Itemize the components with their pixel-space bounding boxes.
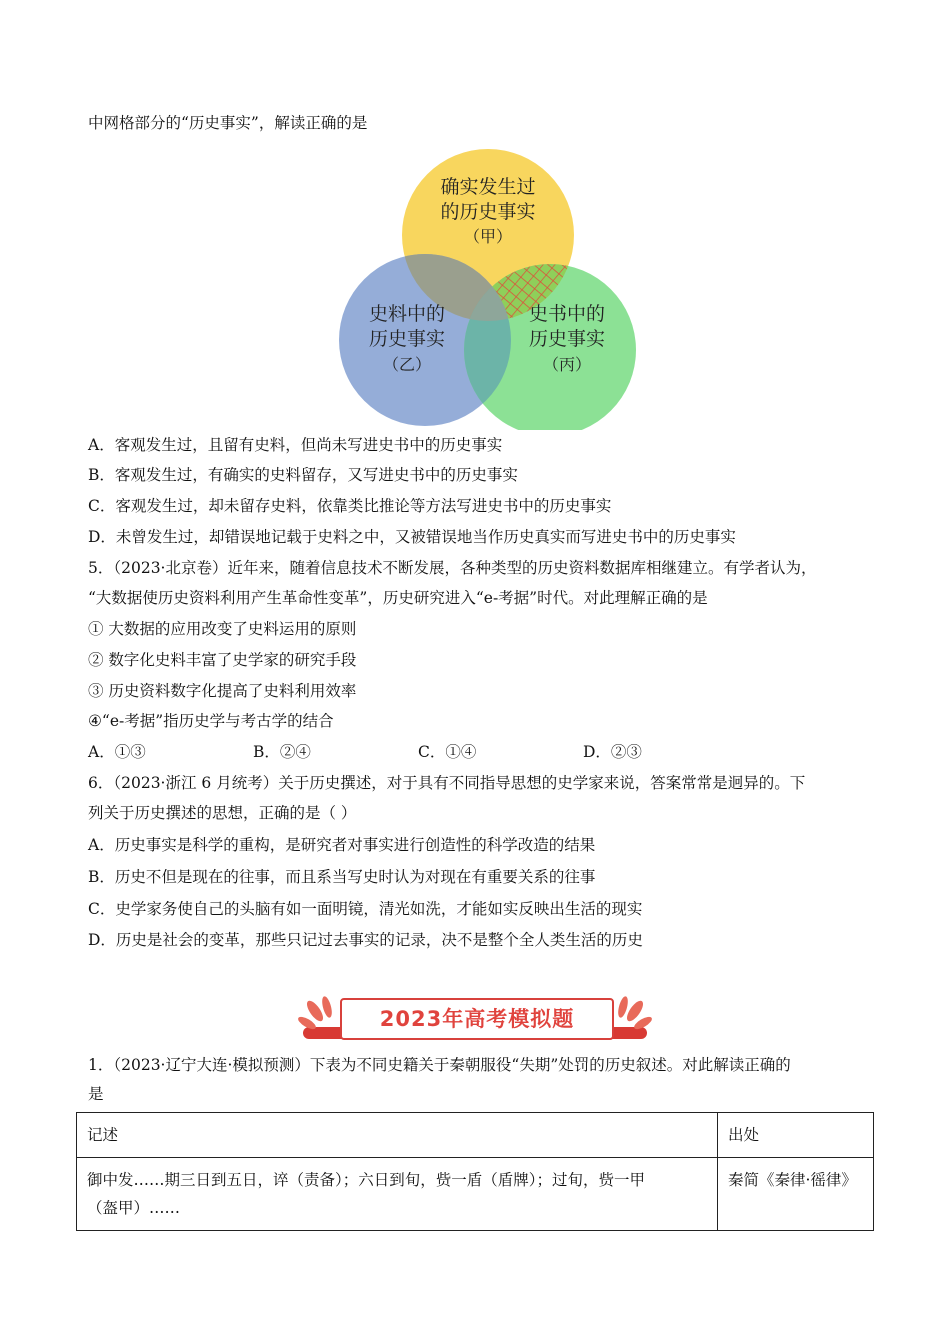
record-line2: （盔甲）…… — [87, 1199, 181, 1217]
jia-line1: 确实发生过 — [440, 176, 536, 198]
yi-tag: （乙） — [382, 355, 432, 374]
record-cell — [77, 1158, 718, 1231]
q6-option-d: D．历史是社会的变革，那些只记过去事实的记录，决不是整个全人类生活的历史 — [88, 931, 643, 949]
q5-option-d: D．②③ — [583, 743, 642, 761]
record-line1: 御中发……期三日到五日，谇（责备）；六日到旬，赀一盾（盾牌）；过旬，赀一甲 — [87, 1171, 646, 1189]
right-laurel-icon — [616, 995, 653, 1031]
q5-option-a: A．①③ — [88, 743, 146, 761]
q1-stem-line2: 是 — [88, 1085, 104, 1103]
header-record: 记述 — [77, 1113, 718, 1158]
q5-statement-2: ② 数字化史料丰富了史学家的研究手段 — [88, 651, 357, 669]
jia-tag: （甲） — [463, 227, 513, 246]
q4-option-b: B．客观发生过，有确实的史料留存，又写进史书中的历史事实 — [88, 466, 518, 484]
q5-stem-line1: 5．（2023·北京卷）近年来，随着信息技术不断发展，各种类型的历史资料数据库相继建立。有学者认为， — [88, 559, 817, 577]
q5-statement-1: ① 大数据的应用改变了史料运用的原则 — [88, 620, 357, 638]
section-banner-title: 2023年高考模拟题 — [340, 998, 614, 1040]
left-laurel-icon — [296, 995, 333, 1031]
table-row — [77, 1158, 874, 1231]
yi-line1: 史料中的 — [368, 303, 446, 325]
header-source: 出处 — [718, 1113, 874, 1158]
source-cell: 秦简《秦律·徭律》 — [718, 1158, 874, 1231]
table-header-row — [77, 1113, 874, 1158]
q5-option-c: C．①④ — [418, 743, 477, 761]
bing-line2: 历史事实 — [528, 328, 606, 350]
q5-stem-line2: “大数据使历史资料利用产生革命性变革”，历史研究进入“e-考据”时代。对此理解正确的是 — [88, 589, 708, 607]
q4-option-a: A．客观发生过，且留有史料，但尚未写进史书中的历史事实 — [88, 436, 503, 454]
q4-option-c: C．客观发生过，却未留存史料，依靠类比推论等方法写进史书中的历史事实 — [88, 497, 612, 515]
q6-option-a: A．历史事实是科学的重构，是研究者对事实进行创造性的科学改造的结果 — [88, 836, 596, 854]
q6-stem-line1: 6．（2023·浙江 6 月统考）关于历史撰述，对于具有不同指导思想的史学家来说，答案常常是迥异的。下 — [88, 774, 806, 792]
q6-option-c: C．史学家务使自己的头脑有如一面明镜，清光如洗，才能如实反映出生活的现实 — [88, 900, 643, 918]
intro-line: 中网格部分的“历史事实”，解读正确的是 — [88, 114, 368, 132]
q1-stem-line1: 1．（2023·辽宁大连·模拟预测）下表为不同史籍关于秦朝服役“失期”处罚的历史叙述。对此解读正确的 — [88, 1056, 791, 1074]
q5-statement-4: ④“e-考据”指历史学与考古学的结合 — [88, 712, 334, 730]
q5-option-b: B．②④ — [253, 743, 311, 761]
yi-line2: 历史事实 — [368, 328, 446, 350]
q6-stem-line2: 列关于历史撰述的思想，正确的是（ ） — [88, 804, 357, 822]
source-table — [76, 1112, 874, 1231]
jia-line2: 的历史事实 — [440, 201, 536, 223]
q4-option-d: D．未曾发生过，却错误地记载于史料之中，又被错误地当作历史真实而写进史书中的历史事实 — [88, 528, 736, 546]
bing-tag: （丙） — [542, 355, 592, 374]
q6-option-b: B．历史不但是现在的往事，而且系当写史时认为对现在有重要关系的往事 — [88, 868, 596, 886]
q5-statement-3: ③ 历史资料数字化提高了史料利用效率 — [88, 682, 357, 700]
venn-diagram — [330, 140, 650, 430]
bing-line1: 史书中的 — [528, 303, 606, 325]
